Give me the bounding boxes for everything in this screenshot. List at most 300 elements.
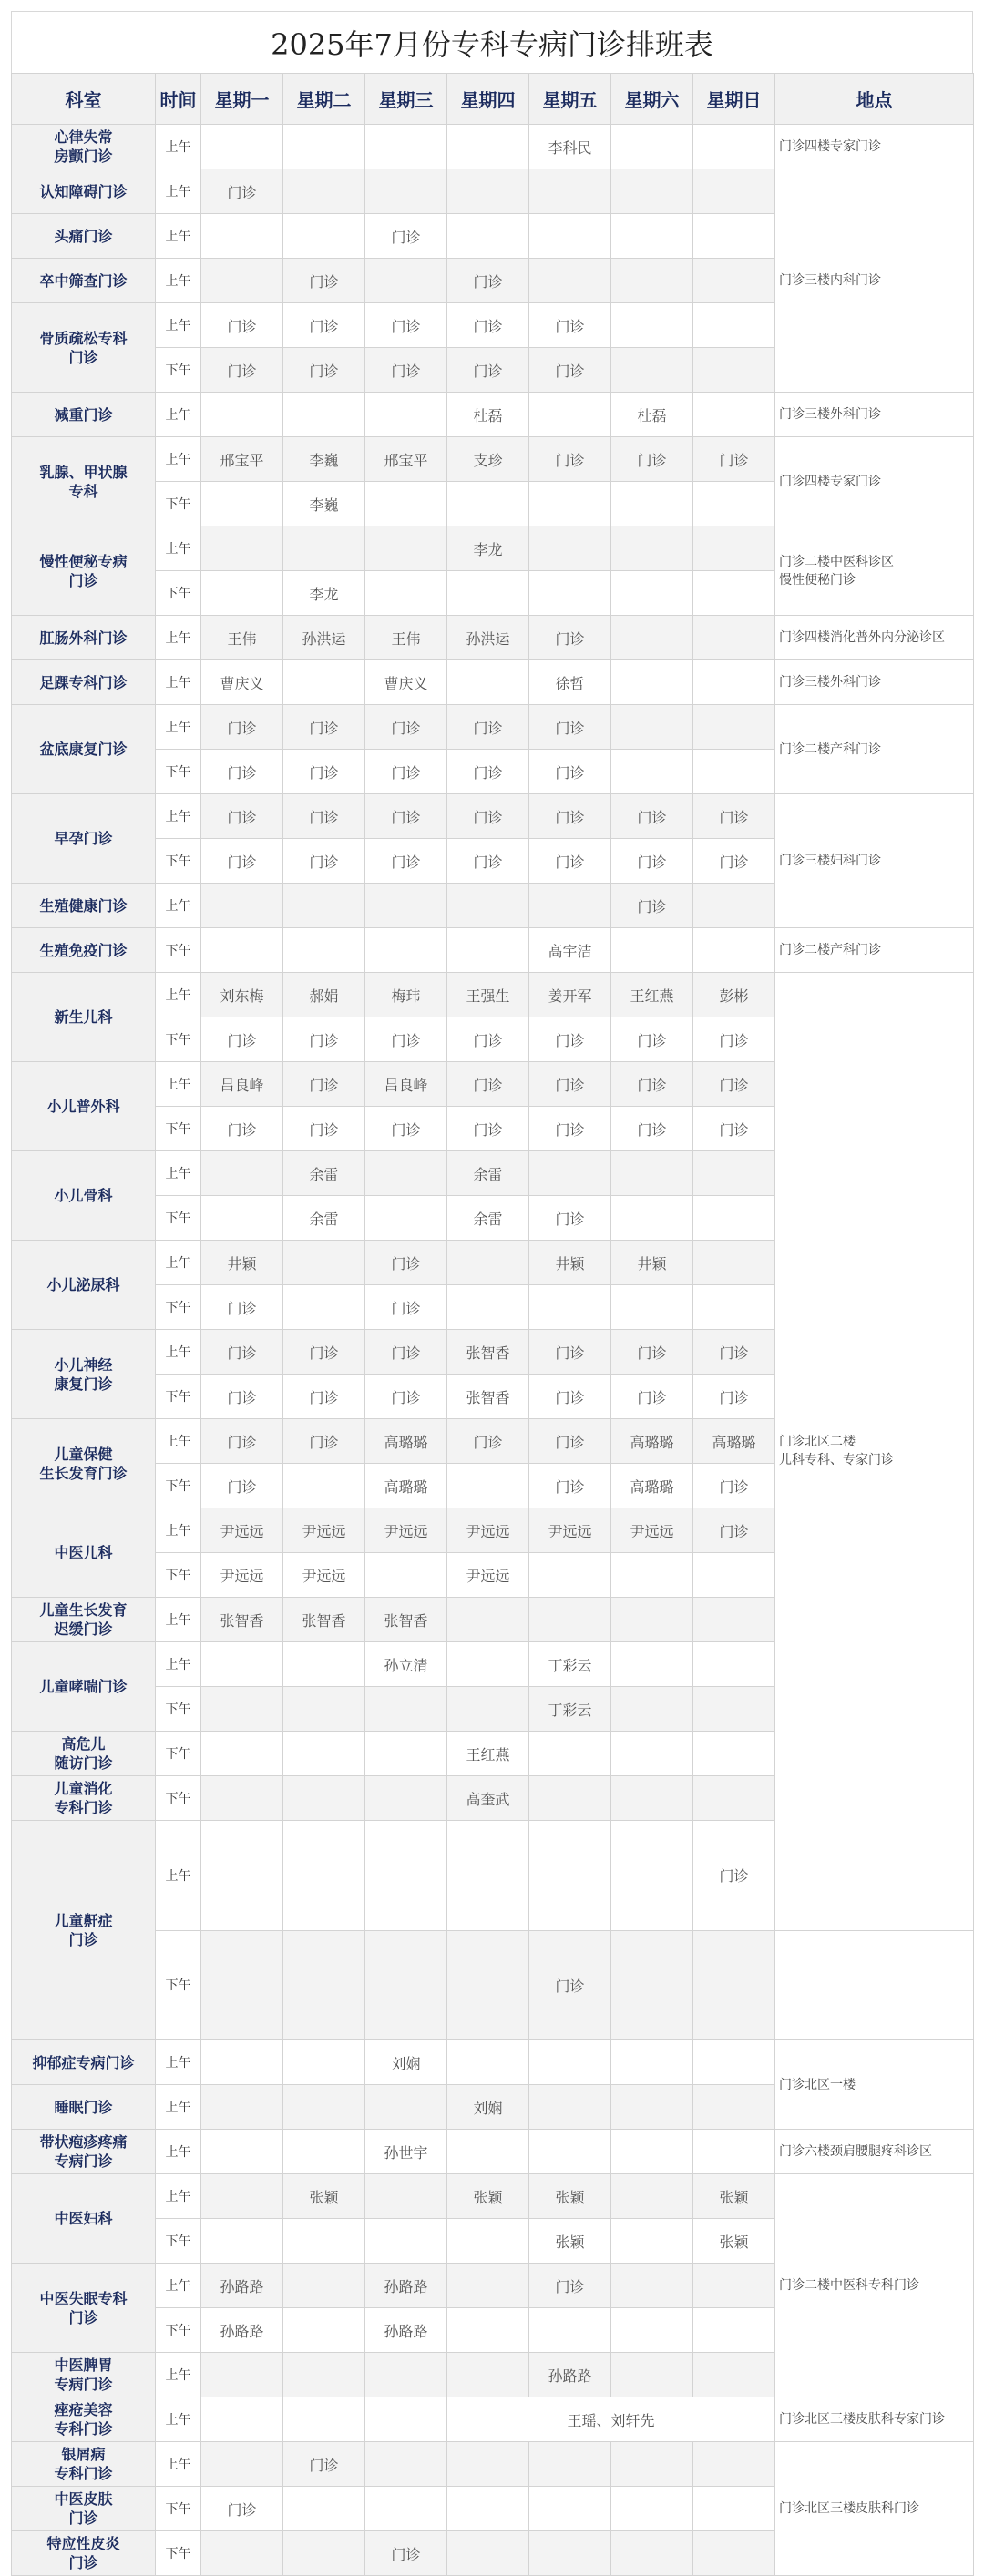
schedule-cell: 门诊: [201, 348, 283, 393]
table-row: [12, 393, 974, 437]
schedule-cell: [201, 2397, 283, 2442]
schedule-cell: [693, 214, 775, 259]
schedule-cell: [447, 1642, 529, 1687]
schedule-cell: [283, 2130, 365, 2174]
schedule-cell: 李巍: [283, 437, 365, 482]
schedule-cell: [447, 884, 529, 928]
schedule-cell: [611, 2174, 693, 2219]
header-row: [12, 74, 974, 125]
schedule-cell: 井颖: [201, 1241, 283, 1285]
time-slot: 上午: [156, 1330, 201, 1375]
schedule-cell: [447, 2531, 529, 2576]
schedule-cell: [365, 1553, 447, 1598]
schedule-cell: [447, 1930, 529, 2040]
time-slot: 下午: [156, 928, 201, 973]
time-slot: 下午: [156, 1375, 201, 1419]
location-cell: 门诊北区二楼 儿科专科、专家门诊: [775, 973, 974, 1931]
schedule-cell: [283, 2040, 365, 2085]
schedule-cell: [447, 214, 529, 259]
schedule-cell: 门诊: [201, 705, 283, 750]
schedule-cell: [447, 1821, 529, 1931]
schedule-cell: 王红燕: [447, 1732, 529, 1776]
schedule-cell: [611, 705, 693, 750]
schedule-cell: [447, 1687, 529, 1732]
schedule-cell: [693, 2442, 775, 2487]
table-row: [12, 2174, 974, 2219]
schedule-cell: [611, 1821, 693, 1931]
dept-name: 高危儿 随访门诊: [12, 1732, 156, 1776]
schedule-cell: 门诊: [529, 1330, 611, 1375]
schedule-cell: [365, 1196, 447, 1241]
schedule-cell: 门诊: [447, 259, 529, 303]
schedule-cell: [283, 660, 365, 705]
schedule-cell: 门诊: [283, 1017, 365, 1062]
schedule-cell: 刘娴: [447, 2085, 529, 2130]
schedule-cell: 孙洪运: [447, 616, 529, 660]
schedule-cell: [201, 482, 283, 526]
schedule-cell: [201, 1642, 283, 1687]
schedule-cell: [693, 259, 775, 303]
time-slot: 上午: [156, 2442, 201, 2487]
schedule-cell: [447, 2353, 529, 2397]
time-slot: 上午: [156, 1598, 201, 1642]
schedule-cell: 门诊: [693, 1062, 775, 1107]
schedule-cell: 尹远远: [529, 1508, 611, 1553]
schedule-cell: 尹远远: [365, 1508, 447, 1553]
schedule-cell: [283, 884, 365, 928]
schedule-cell: [283, 1687, 365, 1732]
schedule-cell: 尹远远: [611, 1508, 693, 1553]
schedule-cell: 丁彩云: [529, 1687, 611, 1732]
schedule-cell: [611, 1285, 693, 1330]
time-slot: 下午: [156, 1930, 201, 2040]
header-sun: 星期日: [693, 74, 775, 125]
location-cell: 门诊三楼妇科门诊: [775, 794, 974, 928]
schedule-cell: [611, 482, 693, 526]
schedule-cell: [611, 259, 693, 303]
time-slot: 下午: [156, 348, 201, 393]
schedule-cell: 门诊: [201, 794, 283, 839]
table-row: [12, 794, 974, 839]
schedule-cell: [693, 1732, 775, 1776]
schedule-cell: [365, 884, 447, 928]
schedule-cell: [447, 2264, 529, 2308]
schedule-cell: [611, 1598, 693, 1642]
table-row: [12, 616, 974, 660]
schedule-cell: 门诊: [529, 1375, 611, 1419]
schedule-cell: [693, 393, 775, 437]
schedule-cell: [447, 1598, 529, 1642]
schedule-cell: [201, 214, 283, 259]
schedule-cell: [611, 2531, 693, 2576]
schedule-cell: 门诊: [693, 1375, 775, 1419]
schedule-cell: [693, 125, 775, 169]
schedule-cell: [693, 1151, 775, 1196]
schedule-cell: 徐哲: [529, 660, 611, 705]
schedule-cell: [693, 1598, 775, 1642]
schedule-cell: [693, 2264, 775, 2308]
schedule-cell: 门诊: [365, 2531, 447, 2576]
location-cell: 门诊三楼外科门诊: [775, 393, 974, 437]
schedule-cell: 门诊: [201, 1285, 283, 1330]
dept-name: 乳腺、甲状腺 专科: [12, 437, 156, 526]
time-slot: 下午: [156, 2487, 201, 2531]
schedule-cell: 余雷: [283, 1151, 365, 1196]
schedule-cell: [693, 1285, 775, 1330]
schedule-cell: [611, 1776, 693, 1821]
schedule-cell: [201, 526, 283, 571]
schedule-cell: 门诊: [447, 794, 529, 839]
schedule-cell: 支珍: [447, 437, 529, 482]
schedule-cell: [283, 1930, 365, 2040]
schedule-cell: [693, 1642, 775, 1687]
schedule-cell: 门诊: [447, 348, 529, 393]
schedule-cell: 尹远远: [201, 1553, 283, 1598]
time-slot: 上午: [156, 2353, 201, 2397]
schedule-cell: 门诊: [693, 839, 775, 884]
schedule-cell: 孙世宇: [365, 2130, 447, 2174]
schedule-cell: [201, 1196, 283, 1241]
schedule-cell: 高璐璐: [611, 1419, 693, 1464]
schedule-cell: [283, 393, 365, 437]
schedule-cell: 门诊: [201, 1017, 283, 1062]
schedule-cell: [693, 750, 775, 794]
time-slot: 上午: [156, 2130, 201, 2174]
schedule-cell: [693, 928, 775, 973]
schedule-cell: [283, 214, 365, 259]
schedule-cell: [283, 2264, 365, 2308]
schedule-cell: 门诊: [447, 1419, 529, 1464]
schedule-cell: 门诊: [283, 1419, 365, 1464]
schedule-cell: 李巍: [283, 482, 365, 526]
schedule-cell: 门诊: [201, 1419, 283, 1464]
schedule-cell: 丁彩云: [529, 1642, 611, 1687]
schedule-cell: 吕良峰: [365, 1062, 447, 1107]
schedule-cell: [611, 526, 693, 571]
time-slot: 上午: [156, 214, 201, 259]
schedule-cell: [365, 482, 447, 526]
dept-name: 盆底康复门诊: [12, 705, 156, 794]
time-slot: 下午: [156, 2531, 201, 2576]
table-row: [12, 705, 974, 750]
dept-name: 中医妇科: [12, 2174, 156, 2264]
location-cell: 门诊北区一楼: [775, 2040, 974, 2130]
schedule-cell: [529, 2308, 611, 2353]
time-slot: 上午: [156, 884, 201, 928]
schedule-cell: 尹远远: [283, 1553, 365, 1598]
schedule-cell: [201, 2442, 283, 2487]
schedule-cell: [611, 1553, 693, 1598]
location-cell: 门诊北区三楼皮肤科门诊: [775, 2442, 974, 2576]
time-slot: 下午: [156, 1553, 201, 1598]
schedule-cell: 高璐璐: [611, 1464, 693, 1508]
schedule-cell: [283, 125, 365, 169]
schedule-cell: [447, 2487, 529, 2531]
schedule-cell: 门诊: [201, 303, 283, 348]
schedule-cell: [201, 393, 283, 437]
schedule-cell: 张颖: [693, 2174, 775, 2219]
schedule-cell: 门诊: [365, 1017, 447, 1062]
schedule-cell: [611, 2353, 693, 2397]
schedule-cell: [283, 2308, 365, 2353]
schedule-cell: [693, 2040, 775, 2085]
schedule-cell: [447, 2040, 529, 2085]
dept-name: 新生儿科: [12, 973, 156, 1062]
schedule-cell: [611, 928, 693, 973]
dept-name: 心律失常 房颤门诊: [12, 125, 156, 169]
schedule-cell: 尹远远: [447, 1508, 529, 1553]
schedule-cell: 门诊: [365, 839, 447, 884]
time-slot: 上午: [156, 393, 201, 437]
schedule-cell: 高璐璐: [365, 1464, 447, 1508]
schedule-cell: 王伟: [201, 616, 283, 660]
schedule-cell: 刘东梅: [201, 973, 283, 1017]
dept-name: 肛肠外科门诊: [12, 616, 156, 660]
schedule-cell: [201, 2085, 283, 2130]
dept-name: 生殖健康门诊: [12, 884, 156, 928]
schedule-cell: 门诊: [529, 1017, 611, 1062]
schedule-cell: 门诊: [693, 1821, 775, 1931]
time-slot: 上午: [156, 1419, 201, 1464]
schedule-cell: 张颖: [447, 2174, 529, 2219]
schedule-cell: 门诊: [283, 1375, 365, 1419]
schedule-cell: 门诊: [201, 1330, 283, 1375]
schedule-cell: [693, 1241, 775, 1285]
schedule-cell: [201, 1732, 283, 1776]
schedule-cell: [611, 2308, 693, 2353]
dept-name: 小儿骨科: [12, 1151, 156, 1241]
schedule-cell: [447, 125, 529, 169]
dept-name: 卒中筛查门诊: [12, 259, 156, 303]
header-dept: 科室: [12, 74, 156, 125]
location-cell: 门诊四楼消化普外内分泌诊区: [775, 616, 974, 660]
schedule-cell: [611, 2264, 693, 2308]
time-slot: 上午: [156, 1508, 201, 1553]
time-slot: 上午: [156, 1642, 201, 1687]
schedule-cell: 邢宝平: [201, 437, 283, 482]
schedule-cell: 孙路路: [529, 2353, 611, 2397]
schedule-cell: 杜磊: [611, 393, 693, 437]
schedule-cell: [365, 169, 447, 214]
schedule-cell: 李龙: [283, 571, 365, 616]
schedule-cell: 门诊: [365, 1241, 447, 1285]
time-slot: 上午: [156, 2174, 201, 2219]
schedule-cell: 门诊: [365, 1375, 447, 1419]
dept-name: 慢性便秘专病 门诊: [12, 526, 156, 616]
time-slot: 上午: [156, 303, 201, 348]
schedule-cell: 门诊: [365, 794, 447, 839]
schedule-cell: 门诊: [365, 1330, 447, 1375]
schedule-cell: 门诊: [611, 1375, 693, 1419]
schedule-cell: [611, 2040, 693, 2085]
header-sat: 星期六: [611, 74, 693, 125]
schedule-cell: [447, 2130, 529, 2174]
schedule-cell: [201, 928, 283, 973]
schedule-cell: 门诊: [365, 214, 447, 259]
schedule-cell: 门诊: [201, 169, 283, 214]
time-slot: 上午: [156, 1821, 201, 1931]
schedule-cell: 杜磊: [447, 393, 529, 437]
schedule-cell: 尹远远: [283, 1508, 365, 1553]
page-title: 2025年7月份专科专病门诊排班表: [11, 11, 973, 73]
schedule-cell: [365, 1151, 447, 1196]
table-row: [12, 2442, 974, 2487]
dept-name: 早孕门诊: [12, 794, 156, 884]
schedule-cell: [693, 660, 775, 705]
schedule-cell: [529, 1151, 611, 1196]
schedule-cell: [529, 571, 611, 616]
schedule-cell: 门诊: [529, 1196, 611, 1241]
schedule-cell: 门诊: [201, 1375, 283, 1419]
schedule-cell: [529, 1776, 611, 1821]
schedule-cell: 门诊: [447, 1062, 529, 1107]
schedule-cell: [201, 571, 283, 616]
schedule-cell: [693, 2487, 775, 2531]
schedule-cell: 门诊: [365, 705, 447, 750]
table-row: [12, 125, 974, 169]
time-slot: 上午: [156, 794, 201, 839]
schedule-cell: [611, 2219, 693, 2264]
dept-name: 儿童哮喘门诊: [12, 1642, 156, 1732]
schedule-cell: [611, 2085, 693, 2130]
schedule-cell: 门诊: [529, 794, 611, 839]
schedule-cell: [283, 1732, 365, 1776]
schedule-cell: 门诊: [611, 839, 693, 884]
schedule-cell: 梅玮: [365, 973, 447, 1017]
schedule-cell: [693, 1553, 775, 1598]
schedule-cell: 门诊: [529, 437, 611, 482]
schedule-cell: [611, 571, 693, 616]
schedule-cell: 门诊: [611, 1107, 693, 1151]
schedule-cell: 王红燕: [611, 973, 693, 1017]
schedule-cell: [283, 2353, 365, 2397]
dept-name: 头痛门诊: [12, 214, 156, 259]
schedule-cell: 门诊: [201, 2487, 283, 2531]
dept-name: 生殖免疫门诊: [12, 928, 156, 973]
dept-name: 小儿普外科: [12, 1062, 156, 1151]
schedule-cell: [447, 169, 529, 214]
schedule-cell: [529, 1821, 611, 1931]
schedule-cell: 门诊: [365, 348, 447, 393]
schedule-cell: 门诊: [283, 705, 365, 750]
location-cell: 门诊三楼外科门诊: [775, 660, 974, 705]
schedule-body: [12, 125, 974, 2576]
schedule-cell: [611, 1196, 693, 1241]
schedule-cell: 余雷: [283, 1196, 365, 1241]
schedule-cell: 吕良峰: [201, 1062, 283, 1107]
schedule-cell: [201, 125, 283, 169]
schedule-cell: [447, 1464, 529, 1508]
schedule-cell: 门诊: [529, 750, 611, 794]
schedule-cell: [693, 303, 775, 348]
dept-name: 认知障碍门诊: [12, 169, 156, 214]
schedule-cell: [283, 2397, 365, 2442]
location-cell: 门诊二楼产科门诊: [775, 928, 974, 973]
dept-name: 儿童生长发育 迟缓门诊: [12, 1598, 156, 1642]
schedule-cell: [693, 884, 775, 928]
schedule-cell: [693, 348, 775, 393]
time-slot: 上午: [156, 1062, 201, 1107]
schedule-cell: [693, 2130, 775, 2174]
schedule-cell: 曹庆义: [365, 660, 447, 705]
table-row: [12, 973, 974, 1017]
schedule-cell: [529, 2531, 611, 2576]
schedule-cell: [447, 1241, 529, 1285]
schedule-cell: [693, 705, 775, 750]
schedule-cell: 门诊: [693, 794, 775, 839]
schedule-cell: [611, 303, 693, 348]
dept-name: 小儿神经 康复门诊: [12, 1330, 156, 1419]
schedule-cell: [529, 393, 611, 437]
schedule-cell: 井颖: [529, 1241, 611, 1285]
schedule-cell: [365, 1732, 447, 1776]
schedule-cell: [693, 1687, 775, 1732]
schedule-cell: [447, 1285, 529, 1330]
time-slot: 上午: [156, 169, 201, 214]
table-row: [12, 1930, 974, 2040]
schedule-cell: [365, 1687, 447, 1732]
schedule-cell: [529, 2130, 611, 2174]
schedule-cell: [447, 2442, 529, 2487]
schedule-cell: 门诊: [201, 1107, 283, 1151]
schedule-cell: 门诊: [283, 259, 365, 303]
schedule-cell-merged: 王瑶、刘轩先: [447, 2397, 775, 2442]
schedule-cell: [201, 1821, 283, 1931]
schedule-cell: 高璐璐: [693, 1419, 775, 1464]
schedule-cell: [447, 660, 529, 705]
dept-name: 儿童消化 专科门诊: [12, 1776, 156, 1821]
schedule-cell: [529, 884, 611, 928]
schedule-cell: 张智香: [447, 1375, 529, 1419]
schedule-cell: [447, 571, 529, 616]
location-cell: 门诊二楼产科门诊: [775, 705, 974, 794]
schedule-cell: 门诊: [611, 1062, 693, 1107]
schedule-cell: 门诊: [611, 794, 693, 839]
schedule-cell: 孙路路: [201, 2264, 283, 2308]
schedule-cell: [201, 2353, 283, 2397]
schedule-cell: 王伟: [365, 616, 447, 660]
dept-name: 抑郁症专病门诊: [12, 2040, 156, 2085]
schedule-cell: 张智香: [283, 1598, 365, 1642]
table-row: [12, 928, 974, 973]
time-slot: 上午: [156, 2264, 201, 2308]
table-row: [12, 2130, 974, 2174]
schedule-cell: 门诊: [529, 348, 611, 393]
schedule-cell: 门诊: [447, 750, 529, 794]
schedule-cell: [693, 2531, 775, 2576]
schedule-cell: 门诊: [283, 2442, 365, 2487]
schedule-cell: [447, 482, 529, 526]
schedule-cell: [365, 2219, 447, 2264]
schedule-cell: [693, 616, 775, 660]
time-slot: 上午: [156, 526, 201, 571]
dept-name: 减重门诊: [12, 393, 156, 437]
time-slot: 上午: [156, 2040, 201, 2085]
schedule-cell: [365, 526, 447, 571]
schedule-cell: [529, 214, 611, 259]
schedule-cell: 门诊: [529, 1930, 611, 2040]
schedule-cell: 门诊: [283, 303, 365, 348]
location-cell: 门诊三楼内科门诊: [775, 169, 974, 393]
schedule-cell: [529, 1732, 611, 1776]
schedule-cell: 门诊: [283, 1330, 365, 1375]
schedule-cell: 门诊: [283, 1062, 365, 1107]
schedule-cell: [611, 169, 693, 214]
schedule-cell: 门诊: [611, 1017, 693, 1062]
schedule-cell: [283, 2085, 365, 2130]
schedule-cell: [283, 928, 365, 973]
time-slot: 下午: [156, 1687, 201, 1732]
